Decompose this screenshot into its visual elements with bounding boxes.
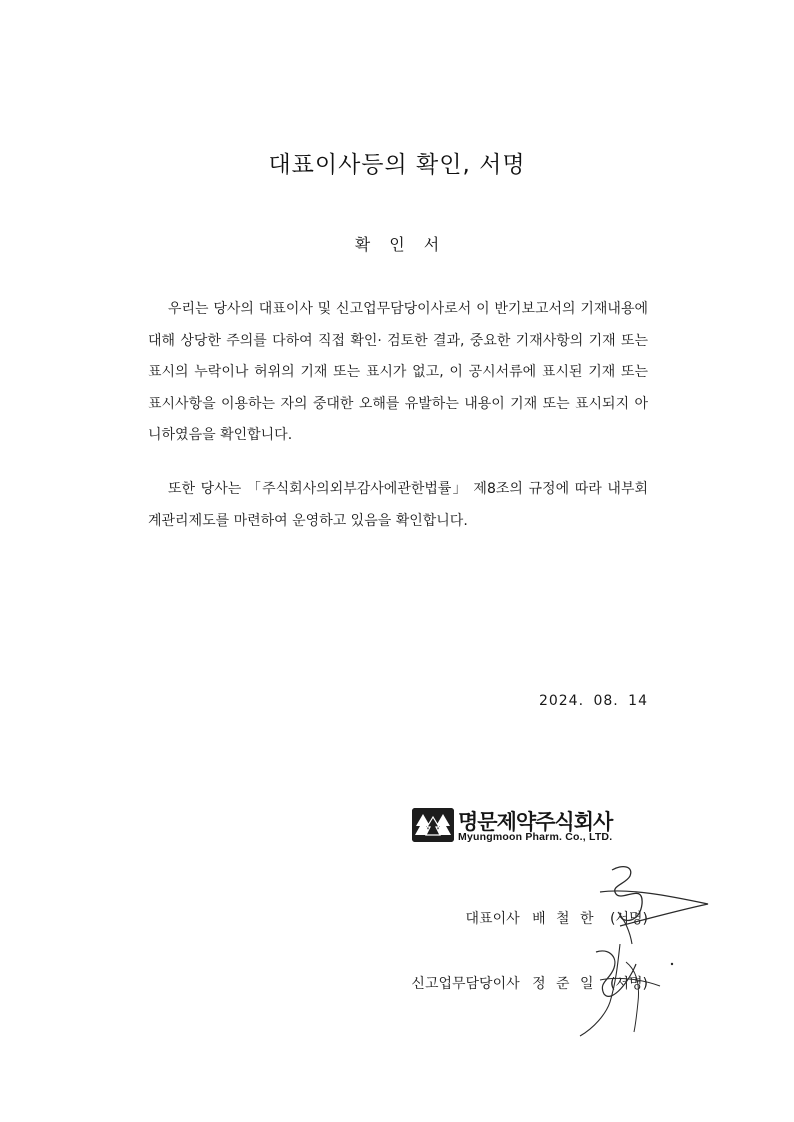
signature-label: (서명)	[610, 911, 648, 927]
company-logo	[412, 806, 644, 846]
confirmation-paragraph: 우리는 당사의 대표이사 및 신고업무담당이사로서 이 반기보고서의 기재내용에 대해 상당한 주의를 다하여 직접 확인· 검토한 결과, 중요한 기재사항의 기재 또는 표시의 누락이나 허위의 기재 또는 표시가 없고, 이 공시서류에 표시된 기재 또는 표시사항을 이용하는 자의 중대한 오해를 유발하는 내용이 기재 또는 표시되지 아니하였음을 확인합니다.	[148, 301, 648, 443]
company-name-korean: 명문제약주식회사	[458, 810, 613, 834]
company-emblem-icon	[412, 808, 454, 842]
document-subtitle: 확 인 서	[354, 235, 440, 254]
signatory-name: 배 철 한	[532, 911, 594, 927]
signatory-role: 신고업무담당이사	[411, 976, 520, 992]
document-title: 대표이사등의 확인, 서명	[268, 152, 526, 178]
document-date: 2024. 08. 14	[538, 693, 648, 709]
signatory-role: 대표이사	[465, 911, 520, 927]
company-name-english: Myungmoon Pharm. Co., LTD.	[458, 831, 613, 843]
handwritten-signature-icon	[560, 852, 720, 1042]
signature-label: (서명)	[610, 976, 648, 992]
internal-control-paragraph: 또한 당사는 「주식회사의외부감사에관한법률」 제8조의 규정에 따라 내부회계관리제도를 마련하여 운영하고 있음을 확인합니다.	[148, 481, 648, 529]
signatory-name: 정 준 일	[532, 976, 594, 992]
